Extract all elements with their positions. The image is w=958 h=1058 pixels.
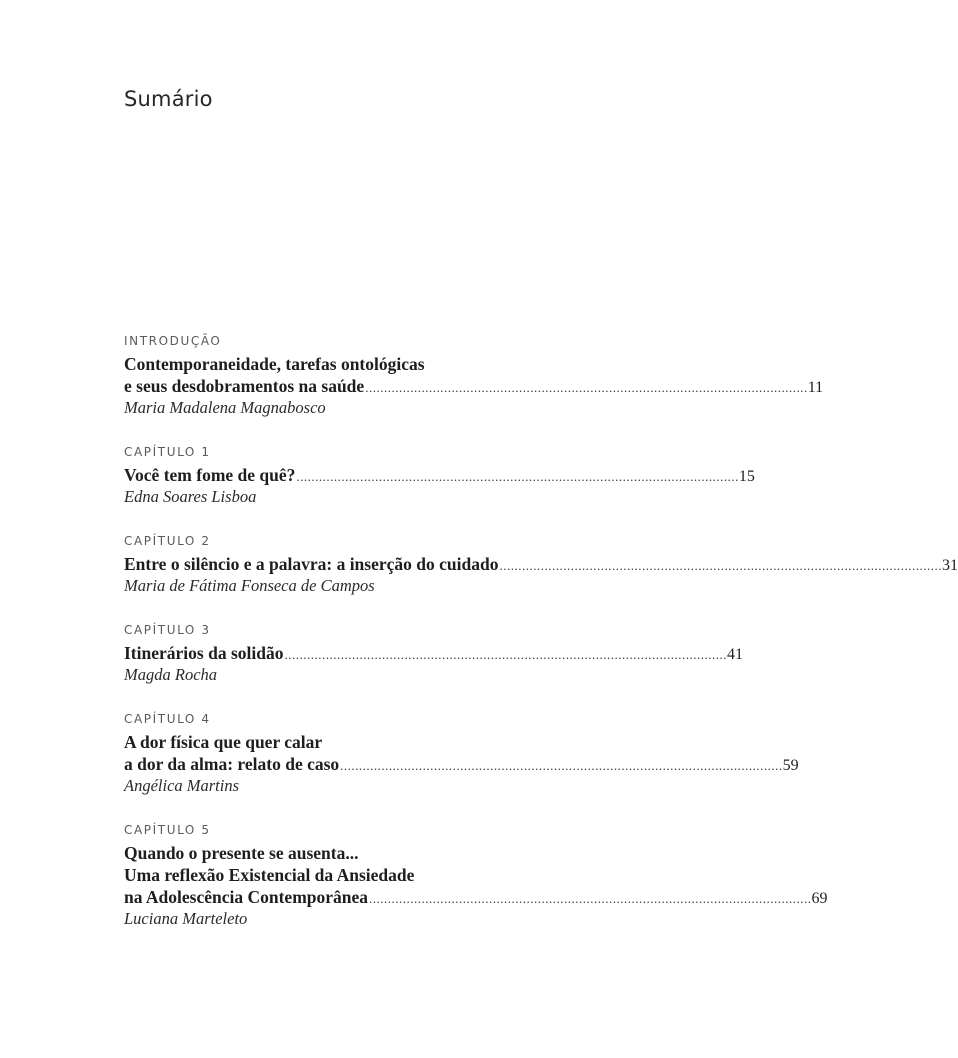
entry-title-line: A dor física que quer calar	[124, 732, 323, 752]
author-name: Magda Rocha	[124, 665, 218, 684]
entry-title-leader-line	[124, 642, 743, 664]
entry-title-line: na Adolescência Contemporânea	[124, 887, 369, 907]
section-label: CAPÍTULO 3	[124, 623, 211, 637]
dot-leader: ......................................................................................................................	[284, 647, 727, 662]
entry-title-leader-line	[124, 753, 799, 775]
page-title: Sumário	[124, 87, 213, 111]
page-number: 69	[811, 890, 828, 907]
toc-entry-chapter-2[interactable]	[124, 533, 958, 597]
toc-entry-intro[interactable]	[124, 333, 824, 419]
author-name: Angélica Martins	[124, 776, 240, 795]
entry-title-leader-line	[124, 553, 958, 575]
author-name: Luciana Marteleto	[124, 909, 248, 928]
entry-title-line: Contemporaneidade, tarefas ontológicas	[124, 354, 425, 374]
page-number: 31	[941, 557, 958, 574]
entry-title-line: Você tem fome de quê?	[124, 465, 296, 485]
dot-leader: ......................................................................................................................	[369, 891, 812, 906]
entry-title-leader-line	[124, 375, 824, 397]
dot-leader: ......................................................................................................................	[499, 558, 942, 573]
table-of-contents	[124, 333, 958, 930]
toc-entry-chapter-4[interactable]	[124, 711, 799, 797]
section-label: CAPÍTULO 4	[124, 712, 211, 726]
page-number: 15	[738, 468, 755, 485]
entry-title-line: Quando o presente se ausenta...	[124, 843, 359, 863]
page-number: 11	[807, 379, 824, 396]
entry-title-leader-line	[124, 464, 755, 486]
entry-title-line: Entre o silêncio e a palavra: a inserção do cuidado	[124, 554, 499, 574]
toc-entry-chapter-3[interactable]	[124, 622, 743, 686]
author-name: Maria Madalena Magnabosco	[124, 398, 326, 417]
toc-entry-chapter-5[interactable]	[124, 822, 828, 930]
entry-title-line: Uma reflexão Existencial da Ansiedade	[124, 865, 415, 885]
section-label: CAPÍTULO 2	[124, 534, 211, 548]
entry-title-line: e seus desdobramentos na saúde	[124, 376, 365, 396]
author-name: Edna Soares Lisboa	[124, 487, 257, 506]
page-number: 41	[726, 646, 743, 663]
section-label: CAPÍTULO 1	[124, 445, 211, 459]
dot-leader: ......................................................................................................................	[365, 380, 808, 395]
toc-entry-chapter-1[interactable]	[124, 444, 755, 508]
entry-title-line: Itinerários da solidão	[124, 643, 284, 663]
section-label: INTRODUÇÃO	[124, 334, 222, 348]
author-name: Maria de Fátima Fonseca de Campos	[124, 576, 375, 595]
dot-leader: ......................................................................................................................	[340, 758, 783, 773]
entry-title-leader-line	[124, 886, 828, 908]
entry-title-line: a dor da alma: relato de caso	[124, 754, 340, 774]
dot-leader: ......................................................................................................................	[296, 469, 739, 484]
section-label: CAPÍTULO 5	[124, 823, 211, 837]
page-number: 59	[782, 757, 799, 774]
